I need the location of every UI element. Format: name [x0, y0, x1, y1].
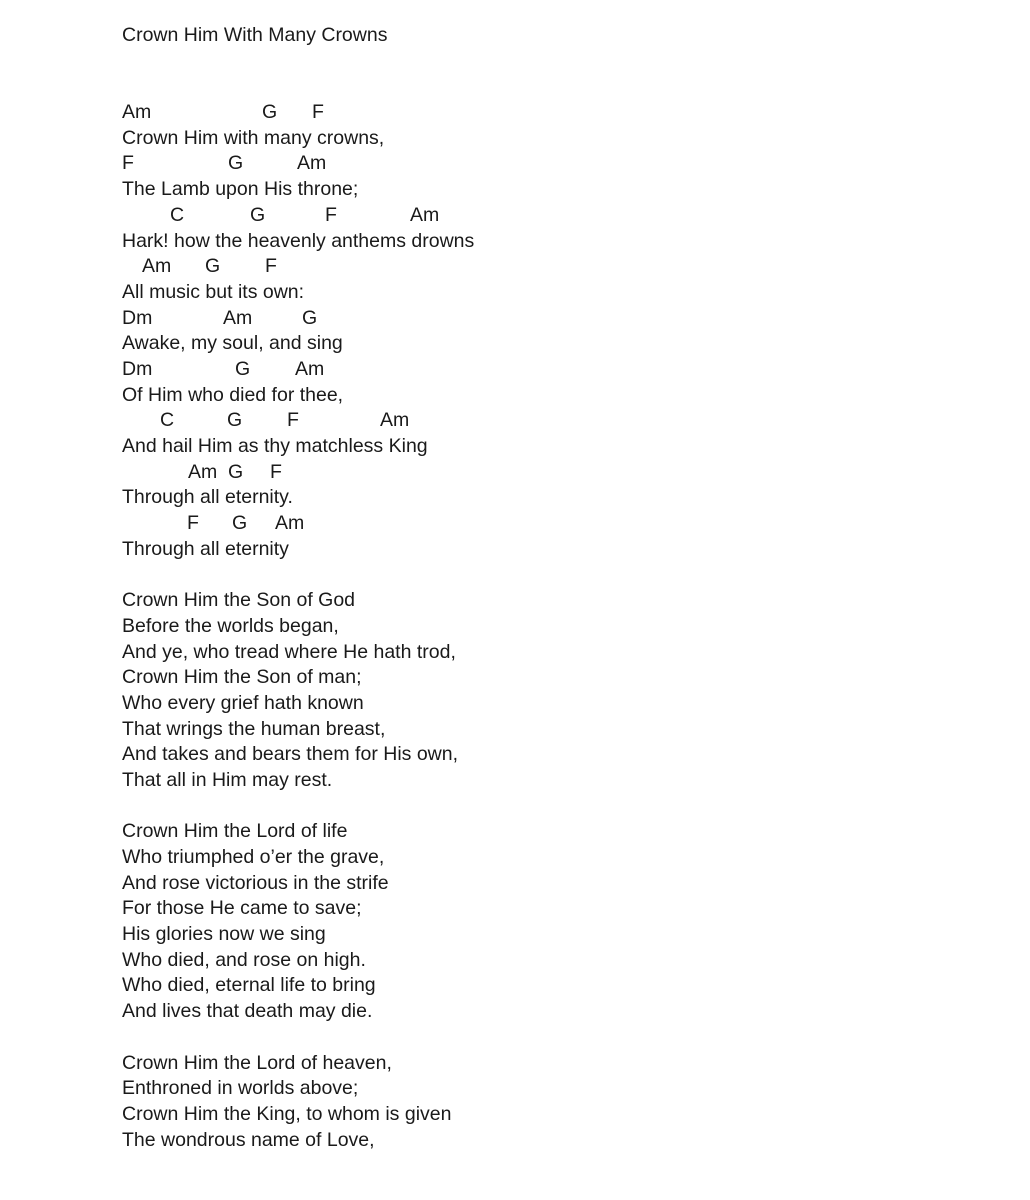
lyric-line: That all in Him may rest.	[122, 768, 333, 791]
chord-line	[122, 100, 990, 126]
chord: Am	[295, 357, 325, 380]
lyric-line: His glories now we sing	[122, 923, 326, 946]
chord-line	[122, 306, 990, 332]
lyric-line: Who every grief hath known	[122, 691, 364, 714]
chord: F	[270, 460, 282, 483]
lyric-line: Through all eternity	[122, 537, 289, 560]
lyric-stanza	[122, 1051, 990, 1154]
lyric-line: And ye, who tread where He hath trod,	[122, 640, 456, 663]
lyric-line: Before the worlds began,	[122, 614, 339, 637]
chord: F	[187, 512, 199, 535]
lyric-line: All music but its own:	[122, 280, 305, 303]
lyric-line: The wondrous name of Love,	[122, 1128, 375, 1151]
chord: Am	[223, 306, 253, 329]
lyric-line: Crown Him with many crowns,	[122, 126, 385, 149]
chord: Am	[142, 255, 172, 278]
chord-line	[122, 511, 990, 537]
lyric-line: Who triumphed o’er the grave,	[122, 846, 385, 869]
chord: Am	[122, 101, 152, 124]
chord: F	[325, 203, 337, 226]
chord: Dm	[122, 306, 153, 329]
lyric-line: And hail Him as thy matchless King	[122, 435, 428, 458]
chord: C	[170, 203, 185, 226]
chord: G	[262, 101, 278, 124]
lyric-line: Hark! how the heavenly anthems drowns	[122, 229, 475, 252]
lyric-line: And lives that death may die.	[122, 1000, 373, 1023]
chord: F	[312, 101, 324, 124]
chord: Dm	[122, 357, 153, 380]
lyric-stanza	[122, 819, 990, 1025]
chord: Am	[297, 152, 327, 175]
lyric-line: Crown Him the Son of man;	[122, 666, 362, 689]
chord: Am	[188, 460, 218, 483]
lyric-line: That wrings the human breast,	[122, 717, 386, 740]
lyric-line: Crown Him the King, to whom is given	[122, 1102, 452, 1125]
song-body	[122, 100, 990, 1153]
chord-line	[122, 408, 990, 434]
chord-line	[122, 460, 990, 486]
chord: G	[235, 357, 251, 380]
lyric-line: Crown Him the Lord of heaven,	[122, 1051, 392, 1074]
lyric-line: Enthroned in worlds above;	[122, 1077, 359, 1100]
chord: G	[228, 152, 244, 175]
chord: G	[205, 255, 221, 278]
lyric-line: Through all eternity.	[122, 486, 293, 509]
chord-line	[122, 254, 990, 280]
chord: F	[287, 409, 299, 432]
lyric-line: For those He came to save;	[122, 897, 362, 920]
chord: C	[160, 409, 175, 432]
song-title: Crown Him With Many Crowns	[122, 24, 388, 46]
chord: Am	[275, 512, 305, 535]
lyric-line: The Lamb upon His throne;	[122, 178, 359, 201]
lyric-stanza	[122, 588, 990, 794]
chord: G	[227, 409, 243, 432]
lyric-line: Who died, and rose on high.	[122, 948, 366, 971]
chord-line	[122, 357, 990, 383]
lyric-line: Who died, eternal life to bring	[122, 974, 376, 997]
chord-line	[122, 151, 990, 177]
lyric-line: And rose victorious in the strife	[122, 871, 389, 894]
chord: F	[265, 255, 277, 278]
chord: G	[250, 203, 266, 226]
chorded-stanza	[122, 100, 990, 562]
lyric-line: Awake, my soul, and sing	[122, 332, 343, 355]
lyric-line: Of Him who died for thee,	[122, 383, 344, 406]
chord: F	[122, 152, 134, 175]
chord: G	[228, 460, 244, 483]
chord-line	[122, 203, 990, 229]
chord: G	[302, 306, 318, 329]
chord: G	[232, 512, 248, 535]
lyric-line: And takes and bears them for His own,	[122, 743, 459, 766]
chord: Am	[410, 203, 440, 226]
chord: Am	[380, 409, 410, 432]
lyric-line: Crown Him the Son of God	[122, 589, 356, 612]
lyric-line: Crown Him the Lord of life	[122, 820, 348, 843]
